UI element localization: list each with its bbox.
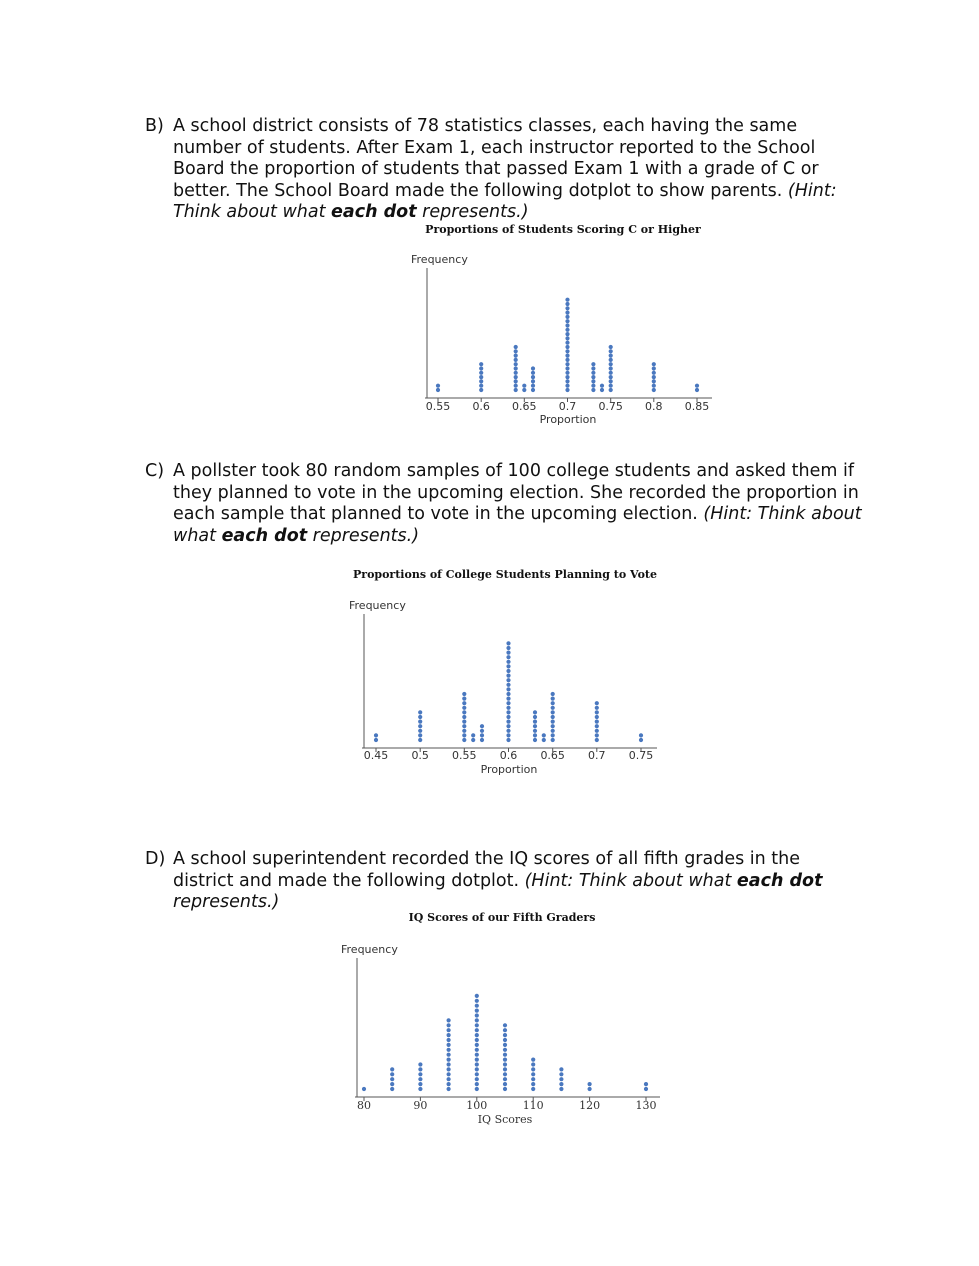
data-dot	[447, 1077, 451, 1081]
data-dot	[418, 1072, 422, 1076]
data-dot	[531, 1058, 535, 1062]
x-tick-label: 80	[357, 1099, 371, 1112]
data-dot	[447, 1053, 451, 1057]
data-dot	[588, 1082, 592, 1086]
data-dot	[503, 1062, 507, 1066]
data-dot	[475, 1082, 479, 1086]
data-dot	[447, 1033, 451, 1037]
data-dot	[503, 1082, 507, 1086]
x-tick-label: 100	[466, 1099, 488, 1112]
data-dot	[475, 1048, 479, 1052]
data-dot	[447, 1038, 451, 1042]
data-dot	[503, 1053, 507, 1057]
x-axis-label: Proportion	[539, 413, 597, 426]
x-tick-label: 0.7	[588, 749, 606, 762]
data-dot	[503, 1023, 507, 1027]
data-dot	[447, 1023, 451, 1027]
data-dot	[644, 1082, 648, 1086]
x-tick-label: 0.6	[499, 749, 518, 762]
data-dot	[503, 1058, 507, 1062]
data-dot	[475, 1004, 479, 1008]
data-dot	[531, 1072, 535, 1076]
data-dot	[475, 1072, 479, 1076]
data-dot	[503, 1028, 507, 1032]
data-dot	[531, 1067, 535, 1071]
data-dot	[475, 1018, 479, 1022]
question-text: A school superintendent recorded the IQ scores of all fifth grades in the district and made the following dotplot. (Hint: Think about what each dot represents.)	[173, 849, 823, 912]
y-axis-label: Frequency	[341, 943, 398, 956]
x-tick-label: 0.55	[425, 400, 451, 413]
data-dot	[418, 1077, 422, 1081]
data-dot	[475, 1067, 479, 1071]
question-label: D)	[145, 849, 166, 869]
data-dot	[475, 1077, 479, 1081]
data-dot	[447, 1082, 451, 1086]
data-dot	[503, 1067, 507, 1071]
data-dot	[559, 1072, 563, 1076]
x-tick-label: 0.75	[628, 749, 654, 762]
x-tick-label: 0.55	[452, 749, 477, 762]
data-dot	[503, 1043, 507, 1047]
data-dot	[531, 1082, 535, 1086]
data-dot	[447, 1072, 451, 1076]
data-dot	[503, 1038, 507, 1042]
question-text: A school district consists of 78 statistics classes, each having the same number of students. After Exam 1, each instructor reported to the School Board the proportion of students that passed Exam 1 with a grade of C or better. The School Board made the following dotplot to show parents. (Hint: Think about what each dot represents.)	[173, 116, 837, 222]
data-dot	[559, 1067, 563, 1071]
data-dot	[588, 1087, 592, 1091]
data-dot	[531, 1062, 535, 1066]
data-dot	[503, 1087, 507, 1091]
data-dot	[447, 1087, 451, 1091]
data-dot	[531, 1077, 535, 1081]
data-dot	[475, 1009, 479, 1013]
data-dot	[447, 1028, 451, 1032]
data-dot	[475, 1023, 479, 1027]
data-dot	[559, 1077, 563, 1081]
chart-title: Proportions of Students Scoring C or Higher	[425, 223, 701, 236]
data-dot	[475, 1043, 479, 1047]
x-tick-label: 0.65	[540, 749, 565, 762]
data-dot	[475, 1087, 479, 1091]
data-dot	[503, 1077, 507, 1081]
data-dot	[390, 1077, 394, 1081]
data-dot	[644, 1087, 648, 1091]
chart-title: Proportions of College Students Planning to Vote	[353, 568, 657, 581]
data-dot	[475, 1053, 479, 1057]
x-ticks	[357, 1097, 657, 1112]
data-dot	[418, 1082, 422, 1086]
data-dot	[447, 1067, 451, 1071]
data-dot	[475, 994, 479, 998]
data-dot	[418, 1067, 422, 1071]
data-dot	[503, 1048, 507, 1052]
data-dot	[390, 1087, 394, 1091]
x-tick-label: 0.75	[598, 400, 623, 413]
x-tick-label: 0.65	[512, 400, 537, 413]
data-dot	[390, 1067, 394, 1071]
data-dot	[531, 1087, 535, 1091]
x-tick-label: 90	[413, 1099, 428, 1112]
data-dot	[390, 1072, 394, 1076]
data-dot	[475, 1062, 479, 1066]
x-tick-label: 110	[522, 1099, 544, 1112]
x-tick-label: 130	[635, 1099, 657, 1112]
x-tick-label: 0.5	[411, 749, 429, 762]
dot-group	[362, 994, 648, 1091]
data-dot	[559, 1082, 563, 1086]
y-axis-label: Frequency	[349, 599, 406, 612]
x-axis-label: Proportion	[480, 763, 538, 776]
data-dot	[475, 1013, 479, 1017]
y-axis-label: Frequency	[411, 253, 468, 266]
data-dot	[475, 1038, 479, 1042]
data-dot	[447, 1048, 451, 1052]
question-label: C)	[145, 461, 165, 481]
x-tick-label: 0.45	[363, 749, 389, 762]
x-tick-label: 0.8	[645, 400, 663, 413]
data-dot	[475, 1058, 479, 1062]
x-axis-label: IQ Scores	[477, 1113, 533, 1126]
data-dot	[447, 1043, 451, 1047]
question-text: A pollster took 80 random samples of 100 college students and asked them if they planned to vote in the upcoming election. She recorded the proportion in each sample that planned to vote in the upcoming election. (Hint: Think about what each dot represents.)	[173, 461, 862, 546]
data-dot	[475, 1033, 479, 1037]
data-dot	[475, 1028, 479, 1032]
data-dot	[418, 1087, 422, 1091]
data-dot	[418, 1062, 422, 1066]
data-dot	[447, 1018, 451, 1022]
data-dot	[503, 1072, 507, 1076]
x-tick-label: 0.85	[684, 400, 710, 413]
x-tick-label: 0.6	[472, 400, 490, 413]
data-dot	[475, 999, 479, 1003]
question-label: B)	[145, 116, 164, 136]
chart-title: IQ Scores of our Fifth Graders	[408, 911, 596, 924]
data-dot	[362, 1087, 366, 1091]
data-dot	[390, 1082, 394, 1086]
x-tick-label: 120	[579, 1099, 601, 1112]
data-dot	[503, 1033, 507, 1037]
x-tick-label: 0.7	[558, 400, 577, 413]
data-dot	[447, 1062, 451, 1066]
data-dot	[559, 1087, 563, 1091]
data-dot	[447, 1058, 451, 1062]
